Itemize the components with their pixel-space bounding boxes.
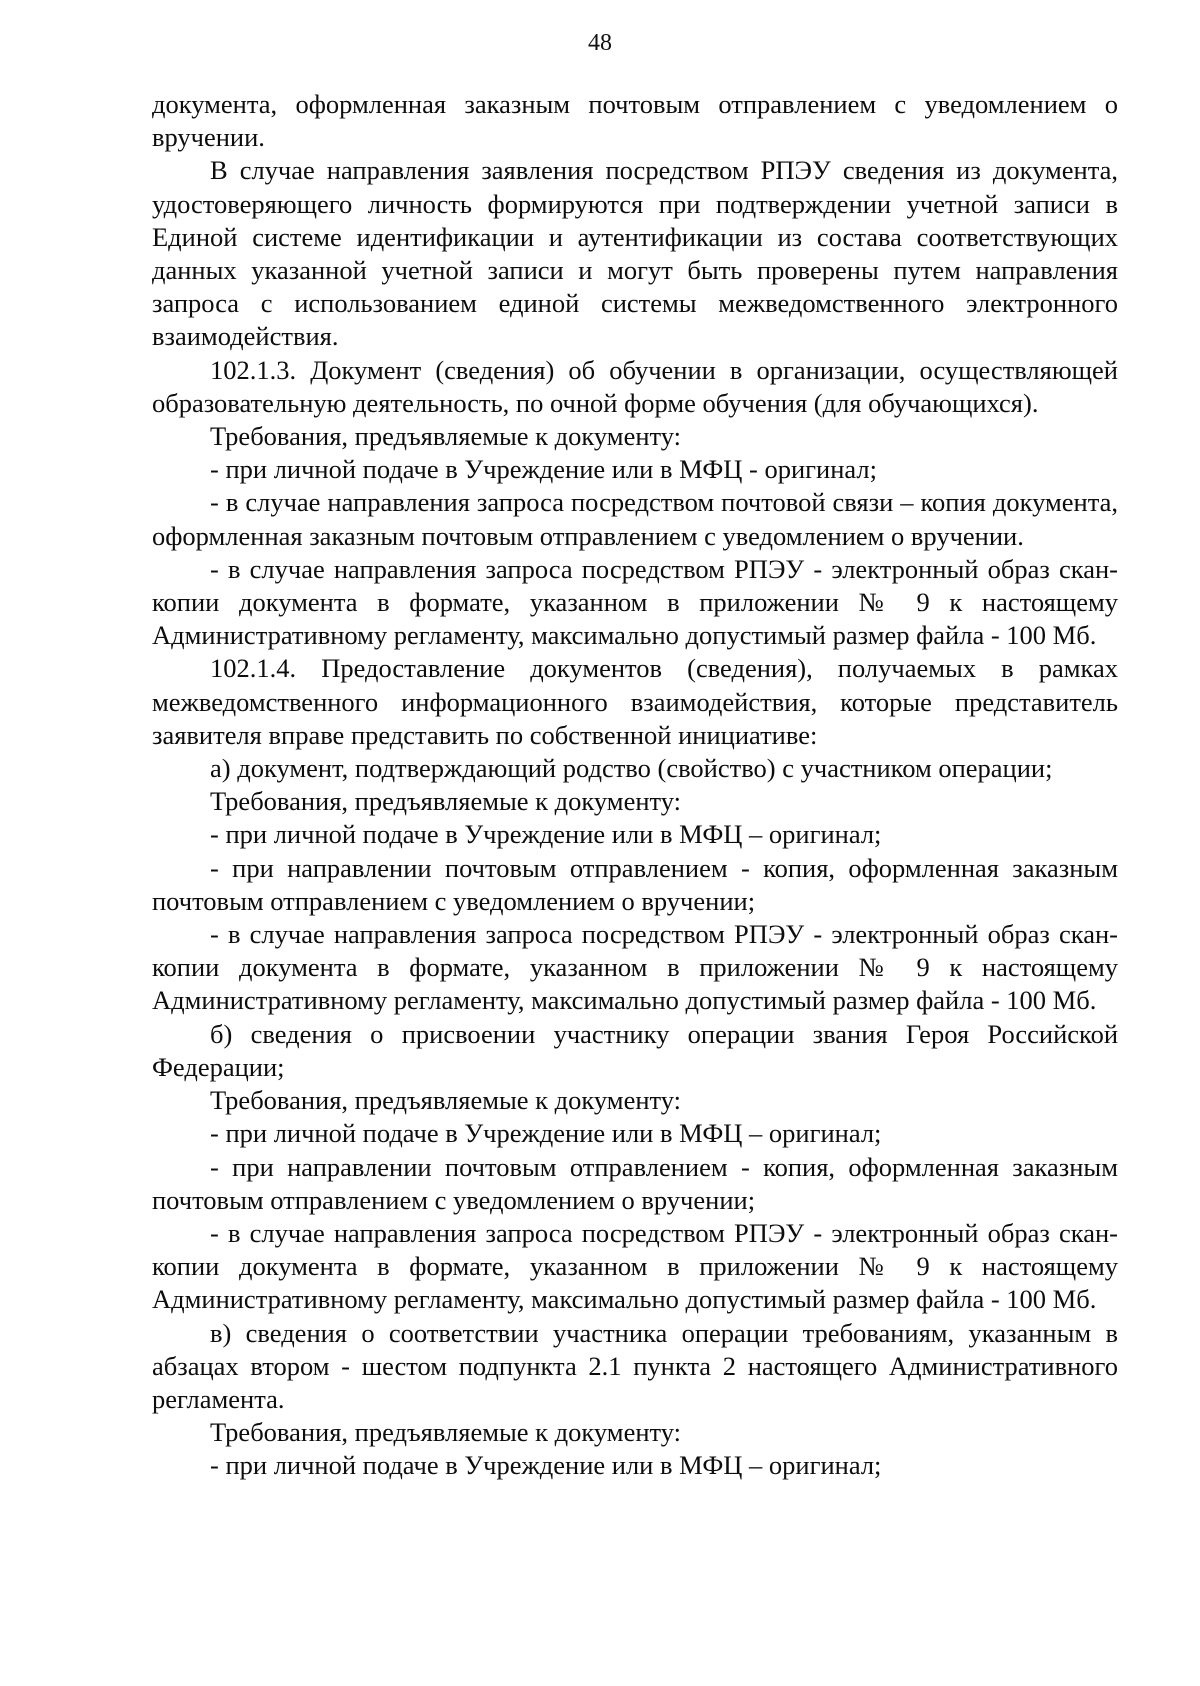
paragraph: Требования, предъявляемые к документу: (210, 786, 682, 817)
paragraph: - в случае направления запроса посредством почтовой связи – копия документа, оформленная заказным почтовым отправлением с уведомлением о вручении. (152, 487, 1118, 551)
paragraph: в) сведения о соответствии участника операции требованиям, указанным в абзацах втором - шестом подпункта 2.1 пункта 2 настоящего Административного регламента. (152, 1317, 1118, 1414)
page-number: 48 (588, 30, 612, 56)
paragraph: - в случае направления запроса посредством РПЭУ - электронный образ скан-копии документа в формате, указанном в приложении № 9 к настоящему Административному регламенту, максимально допустимый размер файла - 100 Мб. (152, 1217, 1118, 1315)
paragraph: - в случае направления запроса посредством РПЭУ - электронный образ скан-копии документа в формате, указанном в приложении № 9 к настоящему Административному регламенту, максимально допустимый размер файла - 100 Мб. (152, 553, 1118, 651)
paragraph: Требования, предъявляемые к документу: (210, 421, 682, 452)
paragraph: а) документ, подтверждающий родство (свойство) с участником операции; (210, 753, 1053, 784)
paragraph: Требования, предъявляемые к документу: (210, 1417, 682, 1448)
document-body (152, 88, 1118, 1483)
paragraph: б) сведения о присвоении участнику операции звания Героя Российской Федерации; (152, 1018, 1118, 1082)
paragraph: - в случае направления запроса посредством РПЭУ - электронный образ скан-копии документа в формате, указанном в приложении № 9 к настоящему Административному регламенту, максимально допустимый размер файла - 100 Мб. (152, 919, 1118, 1016)
paragraph: - при личной подаче в Учреждение или в МФЦ - оригинал; (210, 454, 877, 485)
paragraph: - при направлении почтовым отправлением - копия, оформленная заказным почтовым отправлением с уведомлением о вручении; (152, 1151, 1118, 1215)
paragraph: - при личной подаче в Учреждение или в МФЦ – оригинал; (210, 819, 882, 850)
paragraph: В случае направления заявления посредством РПЭУ сведения из документа, удостоверяющего личность формируются при подтверждении учетной записи в Единой системе идентификации и аутентификации из состава соответствующих данных указанной учетной записи и могут быть проверены путем направления запроса с использованием единой системы межведомственного электронного взаимодействия. (152, 155, 1118, 352)
paragraph: документа, оформленная заказным почтовым отправлением с уведомлением о вручении. (152, 89, 1118, 153)
paragraph: - при направлении почтовым отправлением - копия, оформленная заказным почтовым отправлением с уведомлением о вручении; (152, 852, 1118, 916)
paragraph: - при личной подаче в Учреждение или в МФЦ – оригинал; (210, 1450, 882, 1481)
paragraph: Требования, предъявляемые к документу: (210, 1085, 682, 1116)
paragraph: 102.1.3. Документ (сведения) об обучении в организации, осуществляющей образовательную деятельность, по очной форме обучения (для обучающихся). (152, 354, 1118, 418)
paragraph: - при личной подаче в Учреждение или в МФЦ – оригинал; (210, 1118, 882, 1149)
paragraph: 102.1.4. Предоставление документов (сведения), получаемых в рамках межведомственного информационного взаимодействия, которые представитель заявителя вправе представить по собственной инициативе: (152, 653, 1118, 750)
